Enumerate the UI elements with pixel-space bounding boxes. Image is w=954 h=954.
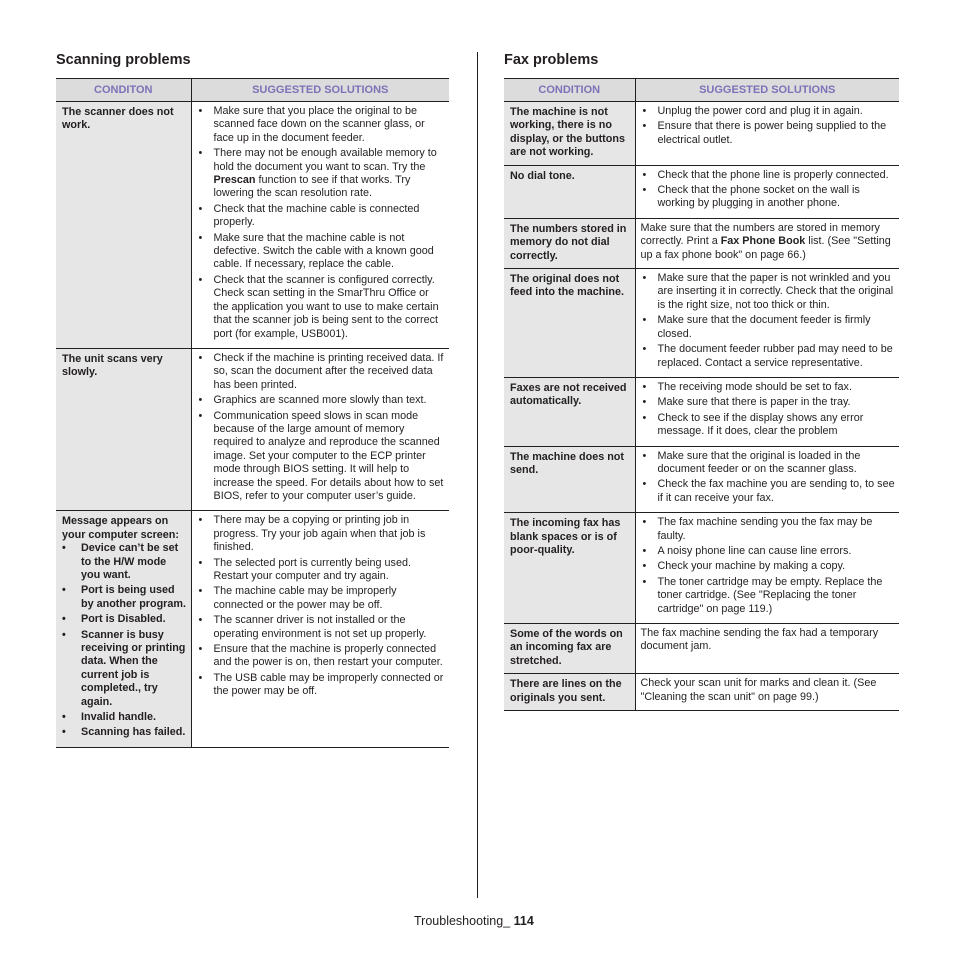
table-header-row: [56, 79, 449, 102]
condition-list-item: • Scanning has failed.: [62, 726, 187, 739]
solution-text: [641, 222, 896, 262]
footer-label: Troubleshooting_: [414, 914, 514, 928]
table-row: [504, 165, 899, 218]
solutions-header: SUGGESTED SOLUTIONS: [635, 79, 899, 102]
fax-problems-table: [504, 78, 899, 711]
text-segment: Communication speed slows in scan mode because of the large amount of memory required to analyze and reproduce the scanned image. Set your computer to the ECP printer mode through BIOS setting. It will help to increase the speed. For details about how to set BIOS, refer to your computer user’s guide.: [213, 409, 444, 502]
table-row: [504, 674, 899, 711]
text-segment: The document feeder rubber pad may need to be replaced. Contact a service representative.: [657, 343, 893, 369]
condition-list-item: • Port is Disabled.: [62, 613, 187, 626]
text-segment: There may be a copying or printing job in progress. Try your job again when that job is finished.: [213, 514, 426, 554]
fax-problems-section: [504, 52, 899, 711]
scanning-problems-title: Scanning problems: [56, 52, 191, 68]
solution-list-item: [197, 147, 446, 201]
condition-list-item: • Invalid handle.: [62, 711, 187, 724]
table-row: [56, 511, 449, 748]
solution-list: [641, 272, 896, 370]
table-row: [504, 446, 899, 513]
solution-list-item: [197, 105, 446, 145]
solution-list-item: [197, 514, 446, 554]
text-segment: The USB cable may be improperly connected or the power may be off.: [213, 671, 444, 698]
solution-list: [641, 105, 896, 147]
condition-text: Faxes are not received automatically.: [510, 381, 627, 408]
scanning-problems-table: [56, 78, 449, 748]
text-segment: The toner cartridge may be empty. Replace the toner cartridge. (See "Replacing the toner cartridge" on page 119.): [657, 575, 883, 615]
text-segment: list. (See "Setting up a fax phone book" on page 66.): [640, 235, 891, 261]
condition-header: CONDITION: [504, 79, 635, 102]
solution-list-item: [197, 232, 446, 272]
solution-list-item: [641, 412, 896, 439]
condition-text: No dial tone.: [510, 169, 575, 182]
page-number: 114: [513, 914, 534, 928]
text-segment: The selected port is currently being used. Restart your computer and try again.: [213, 556, 411, 582]
table-row: [504, 624, 899, 674]
condition-text: The scanner does not work.: [62, 106, 174, 132]
condition-text: The incoming fax has blank spaces or is of poor-quality.: [510, 517, 621, 556]
solution-list-item: [641, 314, 896, 341]
table-row: [56, 348, 449, 510]
condition-text: Some of the words on an incoming fax are stretched.: [510, 628, 623, 667]
solution-list-item: [197, 274, 446, 341]
condition-list: [62, 542, 187, 740]
text-segment: Check to see if the display shows any error message. If it does, clear the problem: [657, 411, 864, 438]
text-segment: Graphics are scanned more slowly than text.: [213, 394, 427, 407]
text-segment: The fax machine sending the fax had a temporary document jam.: [640, 627, 879, 653]
text-segment: Make sure that the paper is not wrinkled and you are inserting it in correctly. Check that the original is the right size, not too thick or thin.: [657, 272, 894, 311]
text-segment: Check your scan unit for marks and clean it. (See "Cleaning the scan unit" on page 99.): [640, 677, 877, 703]
condition-cell: [504, 674, 635, 711]
text-segment: Check that the phone socket on the wall is working by plugging in another phone.: [657, 184, 860, 210]
table-row: [504, 377, 899, 446]
solution-cell: [635, 269, 899, 378]
solution-list-item: [641, 450, 896, 477]
text-segment: There may not be enough available memory to hold the document you want to scan. Try the: [213, 147, 437, 173]
solution-list-item: [197, 672, 446, 699]
condition-text: Message appears on your computer screen:: [62, 515, 179, 541]
text-segment: Check that the scanner is configured correctly. Check scan setting in the SmarThru Office or the application you want to use to make certain that the scanner job is being sent to the correct port (for example, USB001).: [213, 273, 439, 340]
condition-text: There are lines on the originals you sent.: [510, 678, 622, 704]
scanning-problems-section: [56, 52, 449, 748]
solution-cell: [635, 102, 899, 166]
solution-cell: [635, 446, 899, 513]
condition-text: The numbers stored in memory do not dial correctly.: [510, 222, 627, 262]
solution-list-item: [641, 381, 896, 394]
bold-term: Prescan: [213, 174, 256, 187]
solution-list: [641, 169, 896, 211]
solution-list-item: [197, 557, 446, 584]
text-segment: Make sure that the machine cable is not defective. Switch the cable with a known good cable. If necessary, replace the cable.: [213, 231, 434, 271]
text-segment: Make sure that you place the original to be scanned face down on the scanner glass, or face up in the document feeder.: [213, 105, 425, 144]
solution-list: [641, 381, 896, 439]
condition-list-item: • Device can’t be set to the H/W mode you want.: [62, 542, 187, 582]
text-segment: Check if the machine is printing received data. If so, scan the document after the received data has been printed.: [213, 351, 444, 391]
condition-list-item: • Port is being used by another program.: [62, 584, 187, 611]
text-segment: The receiving mode should be set to fax.: [657, 380, 852, 393]
text-segment: Make sure that the document feeder is firmly closed.: [657, 314, 871, 340]
solution-text: [641, 627, 896, 654]
solution-cell: [635, 674, 899, 711]
solution-list-item: [197, 585, 446, 612]
page-footer: [414, 914, 534, 928]
solution-list-item: [641, 343, 896, 370]
solution-list-item: [641, 105, 896, 118]
condition-text: The unit scans very slowly.: [62, 352, 163, 379]
table-row: [56, 102, 449, 349]
solution-list: [197, 105, 446, 341]
condition-cell: [56, 511, 191, 748]
table-row: [504, 513, 899, 624]
table-row: [504, 269, 899, 378]
solution-list-item: [641, 516, 896, 543]
condition-text: The machine does not send.: [510, 450, 624, 476]
solution-cell: [191, 511, 449, 748]
solution-list-item: [197, 410, 446, 504]
solution-list-item: [641, 184, 896, 211]
solution-list-item: [641, 576, 896, 616]
solution-list: [641, 450, 896, 506]
condition-text: The original does not feed into the machine.: [510, 273, 624, 299]
text-segment: The scanner driver is not installed or the operating environment is not set up properly.: [213, 614, 427, 640]
solution-list-item: [641, 478, 896, 505]
solution-cell: [635, 165, 899, 218]
text-segment: Make sure that there is paper in the tray.: [657, 396, 851, 409]
condition-cell: [504, 446, 635, 513]
solution-list-item: [641, 120, 896, 147]
solution-list: [197, 352, 446, 503]
table-row: [504, 218, 899, 268]
solution-list-item: [641, 169, 896, 182]
solution-list-item: [197, 614, 446, 641]
solution-cell: [191, 102, 449, 349]
bold-term: Fax Phone Book: [720, 235, 806, 248]
text-segment: Check that the machine cable is connected properly.: [213, 202, 420, 229]
condition-cell: [504, 218, 635, 268]
solution-cell: [635, 624, 899, 674]
table-row: [504, 102, 899, 166]
condition-cell: [504, 269, 635, 378]
condition-text: The machine is not working, there is no display, or the buttons are not working.: [510, 106, 625, 159]
solutions-header: SUGGESTED SOLUTIONS: [191, 79, 449, 102]
solution-text: [641, 677, 896, 704]
text-segment: Ensure that there is power being supplied to the electrical outlet.: [657, 120, 887, 146]
solution-list-item: [641, 560, 896, 573]
condition-list-item: • Scanner is busy receiving or printing data. When the current job is completed., try again.: [62, 629, 187, 709]
condition-cell: [56, 348, 191, 510]
text-segment: Unplug the power cord and plug it in again.: [657, 105, 863, 117]
solution-cell: [191, 348, 449, 510]
solution-cell: [635, 377, 899, 446]
solution-list-item: [197, 394, 446, 407]
fax-problems-title: Fax problems: [504, 52, 599, 68]
column-divider: [477, 52, 478, 898]
solution-list-item: [197, 352, 446, 392]
solution-list-item: [641, 545, 896, 558]
text-segment: Make sure that the original is loaded in the document feeder or on the scanner glass.: [657, 449, 861, 475]
condition-cell: [504, 624, 635, 674]
solution-cell: [635, 513, 899, 624]
text-segment: The fax machine sending you the fax may be faulty.: [657, 516, 873, 542]
text-segment: Make sure that the numbers are stored in memory correctly. Print a: [640, 221, 880, 248]
text-segment: The machine cable may be improperly connected or the power may be off.: [213, 585, 397, 611]
text-segment: Ensure that the machine is properly connected and the power is on, then restart your computer.: [213, 643, 443, 669]
condition-header: CONDITON: [56, 79, 191, 102]
solution-list-item: [197, 643, 446, 670]
condition-cell: [504, 102, 635, 166]
text-segment: Check your machine by making a copy.: [657, 560, 846, 573]
solution-list-item: [641, 272, 896, 312]
condition-cell: [504, 377, 635, 446]
solution-cell: [635, 218, 899, 268]
solution-list-item: [197, 203, 446, 230]
text-segment: function to see if that works. Try lowering the scan resolution rate.: [213, 174, 411, 200]
solution-list: [641, 516, 896, 616]
table-header-row: [504, 79, 899, 102]
solution-list: [197, 514, 446, 698]
condition-cell: [504, 513, 635, 624]
text-segment: Check the fax machine you are sending to, to see if it can receive your fax.: [657, 478, 895, 504]
solution-list-item: [641, 396, 896, 409]
condition-cell: [56, 102, 191, 349]
condition-cell: [504, 165, 635, 218]
text-segment: A noisy phone line can cause line errors.: [657, 544, 852, 557]
text-segment: Check that the phone line is properly connected.: [657, 168, 889, 181]
